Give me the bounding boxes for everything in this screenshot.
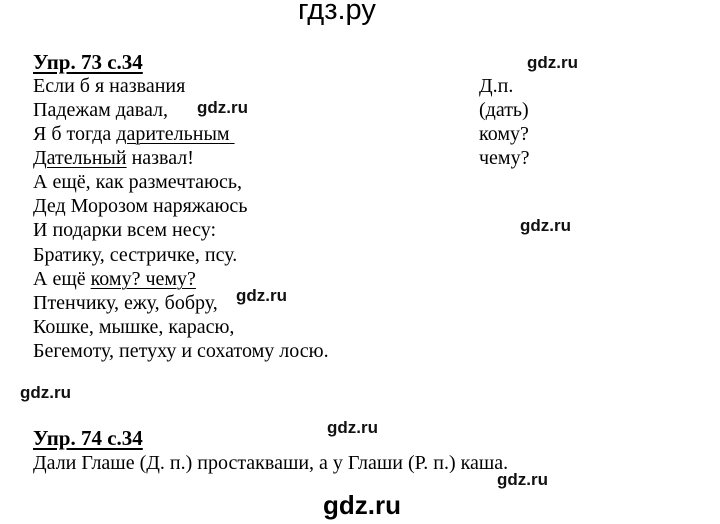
watermark: gdz.ru (20, 383, 71, 402)
poem-line: Дед Морозом наряжаюсь (33, 195, 248, 217)
note-question: чему? (479, 147, 530, 169)
note-verb: (дать) (479, 99, 529, 121)
poem-line: Братику, сестричке, псу. (33, 244, 238, 266)
poem-line: А ещё, как размечтаюсь, (33, 171, 242, 193)
poem-text: Я б тогда (33, 123, 117, 145)
watermark: gdz.ru (527, 53, 578, 72)
exercise-74-heading: Упр. 74 с.34 (33, 426, 143, 450)
watermark: gdz.ru (497, 470, 548, 489)
underlined-word: Дательный (33, 147, 127, 169)
note-case: Д.п. (479, 75, 514, 97)
watermark: gdz.ru (236, 286, 287, 305)
poem-line (33, 267, 196, 291)
poem-text: А ещё (33, 268, 91, 290)
poem-line: Падежам давал, (33, 99, 168, 121)
poem-line: Кошке, мышке, карасю, (33, 316, 235, 338)
underlined-word: дарительным (116, 123, 230, 145)
poem-line (33, 146, 194, 170)
exercise-73-heading: Упр. 73 с.34 (33, 50, 143, 74)
watermark: gdz.ru (327, 418, 378, 437)
watermark-bottom: gdz.ru (323, 490, 401, 520)
poem-line: Бегемоту, петуху и сохатому лосю. (33, 340, 329, 362)
watermark: gdz.ru (197, 98, 248, 117)
poem-text: назвал! (126, 147, 194, 169)
poem-line: И подарки всем несу: (33, 219, 217, 241)
watermark-top: гдз.ру (298, 0, 376, 26)
note-question: кому? (479, 123, 529, 145)
watermark: gdz.ru (520, 216, 571, 235)
poem-line (33, 122, 235, 146)
underlined-word: кому? чему? (90, 268, 196, 290)
poem-line: Если б я названия (33, 75, 186, 97)
exercise-74-text: Дали Глаше (Д. п.) простакваши, а у Глаши (Р. п.) каша. (33, 452, 509, 474)
poem-line: Птенчику, ежу, бобру, (33, 292, 218, 314)
